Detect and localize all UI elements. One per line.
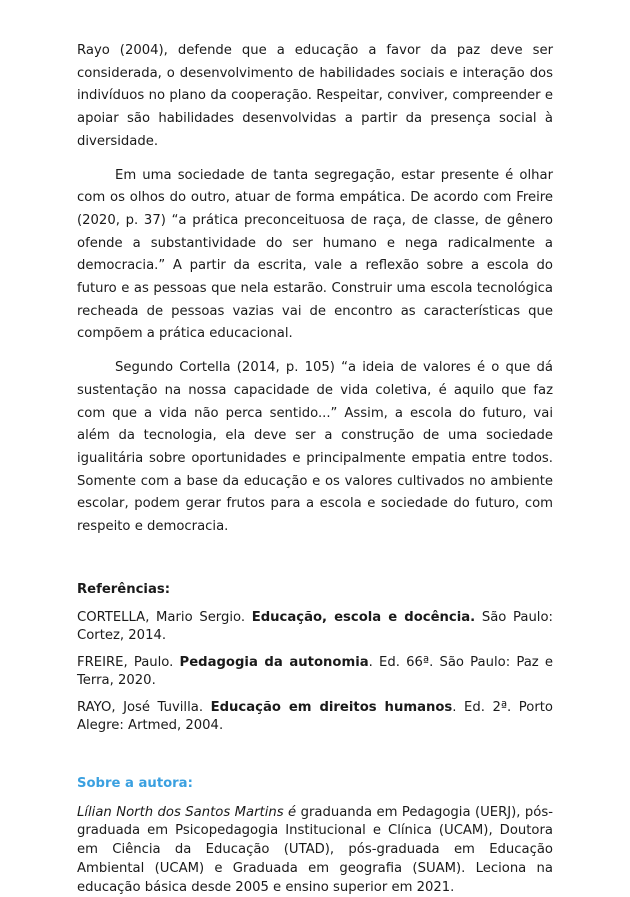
author-bio-text: graduanda em Pedagogia (UERJ), pós-graduada em Psicopedagogia Institucional e Clínica (UCAM), Doutora em Ciência da Educação (UTAD), pós-graduada em Educação Ambiental (UCAM) e Graduada em geografia (SUAM). Leciona na educação básica desde 2005 e ensino superior em 2021. bbox=[77, 804, 553, 895]
body-paragraph-2: Em uma sociedade de tanta segregação, estar presente é olhar com os olhos do outro, atuar de forma empática. De acordo com Freire (2020, p. 37) “a prática preconceituosa de raça, de classe, de gênero ofende a substantividade do ser humano e nega radicalmente a democracia.” A partir da escrita, vale a reflexão sobre a escola do futuro e as pessoas que nela estarão. Construir uma escola tecnológica recheada de pessoas vazias vai de encontro as características que compõem a prática educacional. bbox=[77, 167, 553, 342]
author-bio bbox=[77, 804, 553, 897]
reference-details: . Ed. 2ª. Porto Alegre: Artmed, 2004. bbox=[77, 699, 553, 734]
reference-details: . Ed. 66ª. São Paulo: Paz e Terra, 2020. bbox=[77, 654, 553, 689]
reference-item-freire bbox=[77, 654, 553, 691]
reference-work-title: Educação, escola e docência. bbox=[251, 609, 476, 625]
document-page bbox=[77, 40, 553, 897]
reference-author: FREIRE, Paulo. bbox=[77, 654, 180, 670]
reference-author: CORTELLA, Mario Sergio. bbox=[77, 609, 252, 625]
reference-item-rayo bbox=[77, 699, 553, 736]
reference-author: RAYO, José Tuvilla. bbox=[77, 699, 211, 715]
reference-item-cortella bbox=[77, 609, 553, 646]
body-paragraph-1: Rayo (2004), defende que a educação a favor da paz deve ser considerada, o desenvolvimento de habilidades sociais e interação dos indivíduos no plano da cooperação. Respeitar, conviver, compreender e apoiar são habilidades desenvolvidas a partir da presença social à diversidade. bbox=[77, 43, 553, 149]
body-paragraph-3: Segundo Cortella (2014, p. 105) “a ideia de valores é o que dá sustentação na nossa capacidade de vida coletiva, é aquilo que faz com que a vida não perca sentido...” Assim, a escola do futuro, vai além da tecnologia, ela deve ser a construção de uma sociedade igualitária sobre oportunidades e principalmente empatia entre todos. Somente com a base da educação e os valores cultivados no ambiente escolar, podem gerar frutos para a escola e sociedade do futuro, com respeito e democracia. bbox=[77, 360, 553, 535]
references-heading: Referências: bbox=[77, 581, 170, 597]
reference-work-title: Pedagogia da autonomia bbox=[179, 654, 369, 670]
author-heading: Sobre a autora: bbox=[77, 775, 193, 791]
reference-work-title: Educação em direitos humanos bbox=[210, 699, 453, 715]
reference-details: São Paulo: Cortez, 2014. bbox=[77, 609, 553, 644]
author-name: Lílian North dos Santos Martins é bbox=[77, 804, 297, 820]
